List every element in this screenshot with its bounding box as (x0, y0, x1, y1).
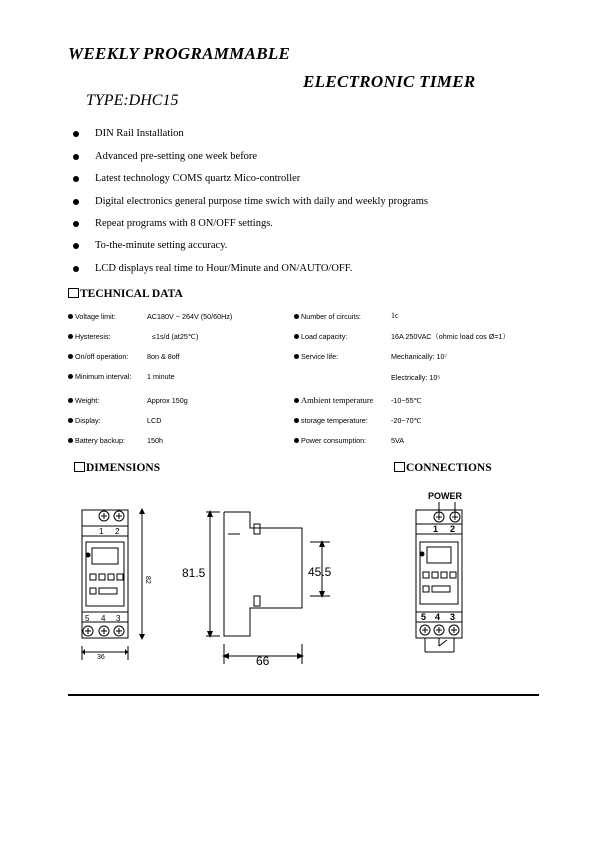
spec-value: Approx 150g (147, 396, 188, 405)
bullet-icon (68, 314, 73, 319)
title-line-1: WEEKLY PROGRAMMABLE (68, 44, 291, 63)
feature-item: DIN Rail Installation (95, 128, 184, 139)
spec-value: AC180V ~ 264V (50/60Hz) (147, 312, 233, 321)
bullet-icon (294, 438, 299, 443)
spec-value: Mechanically: 10⁷ (391, 352, 448, 361)
connections-heading: CONNECTIONS (394, 462, 492, 474)
spec-label: Hysteresis: (68, 332, 111, 341)
spec-label: Display: (68, 416, 101, 425)
bullet-icon (294, 334, 299, 339)
svg-text:4: 4 (101, 614, 106, 623)
svg-text:82: 82 (144, 576, 151, 584)
spec-label: Number of circuits: (294, 312, 361, 321)
bullet-icon (73, 266, 79, 272)
spec-label: On/off operation: (68, 352, 128, 361)
spec-label: Minimum interval: (68, 372, 131, 381)
bullet-icon (73, 154, 79, 160)
spec-label: Weight: (68, 396, 99, 405)
spec-value: ≤1s/d (at25℃) (152, 332, 199, 341)
bullet-icon (73, 199, 79, 205)
bullet-icon (68, 398, 73, 403)
spec-value: LCD (147, 416, 162, 425)
spec-label: Battery backup: (68, 436, 125, 445)
bullet-icon (294, 398, 299, 403)
bullet-icon (294, 354, 299, 359)
svg-text:45.5: 45.5 (308, 565, 332, 579)
spec-label: Service life: (294, 352, 338, 361)
feature-item: Digital electronics general purpose time swich with daily and weekly programs (95, 196, 428, 207)
svg-text:5: 5 (421, 612, 427, 622)
bullet-icon (68, 374, 73, 379)
spec-value: 1 minute (147, 372, 175, 381)
spec-label: Ambient temperature (294, 395, 373, 405)
connections-drawing (405, 488, 485, 668)
type-label: TYPE:DHC15 (86, 92, 179, 109)
bullet-icon (68, 418, 73, 423)
feature-item: Advanced pre-setting one week before (95, 151, 258, 162)
bullet-icon (68, 438, 73, 443)
spec-label: Voltage limit: (68, 312, 116, 321)
svg-text:POWER: POWER (428, 491, 463, 501)
spec-label: storage temperature: (294, 416, 368, 425)
svg-text:36: 36 (97, 654, 105, 661)
svg-text:3: 3 (116, 614, 121, 623)
svg-text:4: 4 (435, 612, 441, 622)
spec-label: Power consumption: (294, 436, 366, 445)
checkbox-square-icon (68, 288, 79, 298)
spec-label: Load capacity: (294, 332, 347, 341)
svg-text:1: 1 (99, 527, 104, 536)
front-view-drawing (66, 500, 156, 665)
svg-text:3: 3 (450, 612, 456, 622)
spec-value: Electrically: 10⁵ (391, 373, 441, 382)
bullet-icon (68, 334, 73, 339)
spec-value: -20~70℃ (391, 416, 422, 425)
feature-item: Latest technology COMS quartz Mico-controller (95, 173, 301, 184)
technical-data-heading: TECHNICAL DATA (68, 288, 183, 300)
feature-item: To-the-minute setting accuracy. (95, 240, 228, 251)
svg-text:81.5: 81.5 (182, 566, 206, 580)
spec-value: 5VA (391, 436, 405, 445)
title-line-2: ELECTRONIC TIMER (303, 72, 476, 91)
checkbox-square-icon (394, 462, 405, 472)
checkbox-square-icon (74, 462, 85, 472)
svg-text:66: 66 (256, 654, 270, 668)
feature-item: Repeat programs with 8 ON/OFF settings. (95, 218, 273, 229)
svg-text:1: 1 (433, 524, 439, 534)
svg-text:5: 5 (85, 614, 90, 623)
side-view-drawing (180, 504, 340, 670)
spec-value: 16A 250VAC（ohmic load cos Ø=1） (391, 332, 510, 341)
bullet-icon (73, 221, 79, 227)
svg-text:2: 2 (115, 527, 120, 536)
dimensions-heading: DIMENSIONS (74, 462, 160, 474)
feature-item: LCD displays real time to Hour/Minute and ON/AUTO/OFF. (95, 263, 353, 274)
bullet-icon (73, 176, 79, 182)
bullet-icon (294, 314, 299, 319)
bullet-icon (68, 354, 73, 359)
bottom-divider (68, 694, 539, 696)
svg-text:2: 2 (450, 524, 456, 534)
bullet-icon (294, 418, 299, 423)
spec-value: 150h (147, 436, 163, 445)
bullet-icon (73, 131, 79, 137)
spec-value: -10~55℃ (391, 396, 422, 405)
bullet-icon (73, 243, 79, 249)
spec-value: 1c (391, 311, 399, 320)
spec-value: 8on & 8off (147, 352, 180, 361)
